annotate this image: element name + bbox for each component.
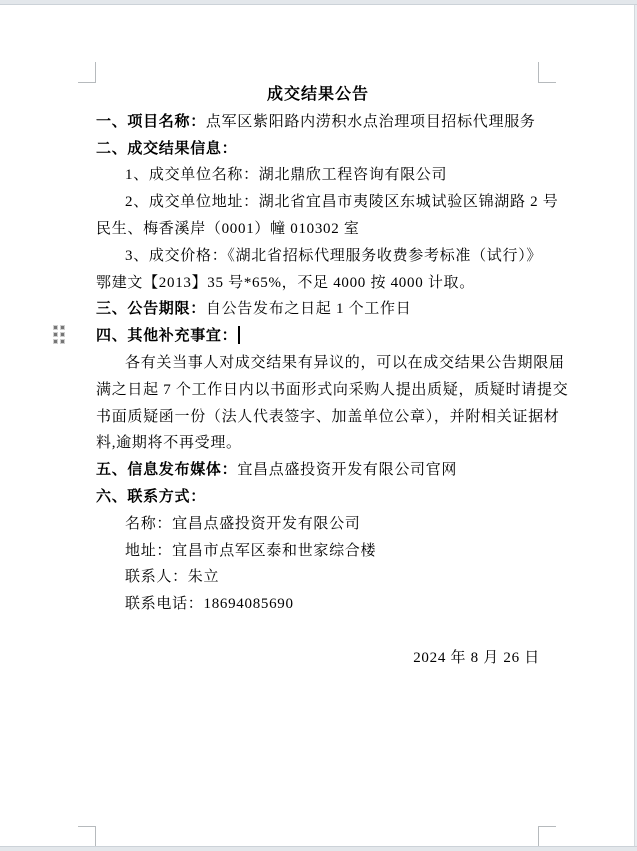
- line-objection-1[interactable]: [96, 350, 565, 377]
- document-title[interactable]: [96, 82, 540, 109]
- doc-text: 名称：宜昌点盛投资开发有限公司: [125, 515, 361, 532]
- line-objection-3[interactable]: [96, 404, 560, 431]
- drag-dot: [61, 326, 64, 329]
- doc-text-bold: 四、其他补充事宜：: [96, 328, 238, 345]
- crop-mark-top-right: [538, 62, 556, 83]
- doc-text-bold: 五、信息发布媒体：: [96, 462, 238, 479]
- doc-text: 联系电话：18694085690: [125, 596, 294, 613]
- line-objection-2[interactable]: [96, 377, 569, 404]
- doc-text-bold: 成交结果公告: [266, 86, 369, 103]
- line-contact-phone[interactable]: [96, 591, 540, 618]
- paragraph-drag-handle-icon[interactable]: [54, 326, 64, 343]
- doc-text: 宜昌点盛投资开发有限公司官网: [237, 462, 458, 479]
- heading-contact[interactable]: [96, 484, 540, 511]
- doc-text-bold: 三、公告期限：: [96, 301, 206, 318]
- doc-text: 满之日起 7 个工作日内以书面形式向采购人提出质疑，质疑时请提交: [96, 381, 569, 398]
- window-chrome-top-strip: [0, 0, 637, 5]
- line-objection-4[interactable]: [96, 430, 540, 457]
- doc-text: 联系人：朱立: [125, 569, 220, 586]
- drag-dot: [54, 326, 57, 329]
- heading-project-name[interactable]: [96, 109, 540, 136]
- doc-text: 3、成交价格：《湖北省招标代理服务收费参考标准（试行）》: [125, 247, 543, 264]
- heading-notice-period[interactable]: [96, 296, 540, 323]
- drag-dot: [54, 333, 57, 336]
- doc-text: 2、成交单位地址：湖北省宜昌市夷陵区东城试验区锦湖路 2 号: [125, 194, 559, 211]
- crop-mark-bottom-right: [538, 826, 556, 847]
- doc-text: 民生、梅香溪岸（0001）幢 010302 室: [96, 220, 360, 237]
- doc-text: 鄂建文【2013】35 号*65%，不足 4000 按 4000 计取。: [96, 274, 475, 291]
- line-date[interactable]: [96, 645, 540, 672]
- document-content[interactable]: [96, 82, 569, 672]
- line-price-wrap[interactable]: [96, 270, 540, 297]
- crop-mark-bottom-left: [78, 826, 96, 847]
- line-winner-address[interactable]: [96, 189, 559, 216]
- doc-text: 1、成交单位名称：湖北鼎欣工程咨询有限公司: [125, 167, 448, 184]
- heading-other-matters[interactable]: [96, 323, 540, 350]
- line-contact-name[interactable]: [96, 511, 540, 538]
- window-chrome-bottom-strip: [0, 846, 637, 851]
- line-contact-address[interactable]: [96, 538, 540, 565]
- crop-mark-top-left: [78, 62, 96, 83]
- doc-text: 自公告发布之日起 1 个工作日: [205, 301, 412, 318]
- doc-text: 料,逾期将不再受理。: [96, 435, 242, 452]
- line-price[interactable]: [96, 243, 543, 270]
- blank-line[interactable]: [96, 618, 540, 645]
- drag-dot: [61, 340, 64, 343]
- drag-dot: [61, 333, 64, 336]
- doc-text: 书面质疑函一份（法人代表签字、加盖单位公章），并附相关证据材: [96, 408, 560, 425]
- line-winner-address-wrap[interactable]: [96, 216, 540, 243]
- doc-text: 各有关当事人对成交结果有异议的，可以在成交结果公告期限届: [125, 354, 565, 371]
- text-cursor: [238, 326, 240, 344]
- doc-text: 点军区紫阳路内涝积水点治理项目招标代理服务: [205, 113, 536, 130]
- heading-publish-media[interactable]: [96, 457, 540, 484]
- doc-text-bold: 二、成交结果信息：: [96, 140, 238, 157]
- doc-text: 地址：宜昌市点军区泰和世家综合楼: [125, 542, 377, 559]
- drag-dot: [54, 340, 57, 343]
- doc-text: 2024 年 8 月 26 日: [413, 649, 540, 666]
- heading-result-info[interactable]: [96, 136, 540, 163]
- line-winner-name[interactable]: [96, 162, 540, 189]
- doc-text-bold: 六、联系方式：: [96, 488, 206, 505]
- line-contact-person[interactable]: [96, 564, 540, 591]
- doc-text-bold: 一、项目名称：: [96, 113, 206, 130]
